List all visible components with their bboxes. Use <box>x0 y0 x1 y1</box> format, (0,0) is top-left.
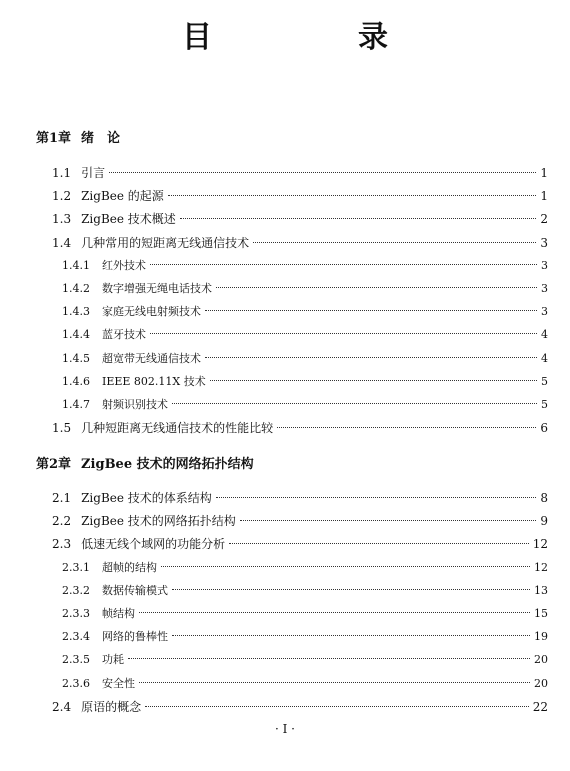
toc-entry[interactable] <box>52 420 548 436</box>
entry-page-number: 3 <box>540 235 548 250</box>
entry-page-number: 15 <box>534 607 548 620</box>
entry-number: 2.3.1 <box>62 560 90 574</box>
dot-leader <box>128 658 530 659</box>
entry-page-number: 5 <box>541 374 548 388</box>
chapter-number: 第1章 <box>36 131 72 146</box>
entry-title: ZigBee 的起源 <box>81 189 164 204</box>
toc-entry[interactable] <box>52 513 548 529</box>
chapter-number: 第2章 <box>36 457 72 472</box>
entry-number: 1.3 <box>52 212 72 227</box>
dot-leader <box>172 589 530 590</box>
entry-number: 1.4.4 <box>62 328 90 342</box>
entry-number: 1.4.3 <box>62 305 90 319</box>
entry-page-number: 6 <box>540 421 548 436</box>
entry-page-number: 2 <box>540 212 548 227</box>
toc-entry[interactable] <box>62 258 548 274</box>
entry-title: 射频识别技术 <box>102 398 168 411</box>
dot-leader <box>109 172 536 173</box>
entry-title: 超帧的结构 <box>102 560 157 574</box>
toc-entry[interactable] <box>62 629 548 645</box>
entry-title: 家庭无线电射频技术 <box>102 305 201 319</box>
entry-number: 2.3.3 <box>62 607 90 620</box>
entry-page-number: 1 <box>540 166 548 180</box>
entry-title: 几种常用的短距离无线通信技术 <box>81 235 250 250</box>
entry-page-number: 19 <box>534 630 548 644</box>
entry-number: 1.4.7 <box>62 398 90 411</box>
entry-title: IEEE 802.11X 技术 <box>102 374 206 388</box>
entry-number: 1.4.5 <box>62 351 90 365</box>
chapter-title: 绪 论 <box>81 131 121 146</box>
chapter-title: ZigBee 技术的网络拓扑结构 <box>81 457 254 472</box>
entry-page-number: 12 <box>534 560 548 574</box>
entry-title: ZigBee 技术的体系结构 <box>81 491 212 505</box>
entry-title: 几种短距离无线通信技术的性能比较 <box>81 421 274 436</box>
entry-title: 红外技术 <box>102 258 146 272</box>
dot-leader <box>172 635 530 636</box>
entry-page-number: 22 <box>532 699 548 714</box>
entry-page-number: 9 <box>540 514 548 529</box>
dot-leader <box>210 380 537 381</box>
entry-number: 1.4.1 <box>62 258 90 272</box>
dot-leader <box>216 287 537 288</box>
page-number: · I · <box>275 722 295 736</box>
entry-title: ZigBee 技术概述 <box>81 212 176 227</box>
toc-entry[interactable] <box>62 560 548 576</box>
chapter-heading <box>36 130 120 148</box>
entry-title: 数字增强无绳电话技术 <box>102 282 212 295</box>
toc-entry[interactable] <box>52 188 548 204</box>
toc-entry[interactable] <box>52 235 548 251</box>
entry-title: ZigBee 技术的网络拓扑结构 <box>81 514 236 529</box>
entry-title: 网络的鲁棒性 <box>102 630 168 644</box>
entry-number: 1.2 <box>52 189 72 204</box>
entry-title: 帧结构 <box>102 607 135 620</box>
toc-entry[interactable] <box>62 304 548 320</box>
dot-leader <box>145 706 529 707</box>
entry-number: 2.3 <box>52 537 72 552</box>
dot-leader <box>205 357 537 358</box>
toc-entry[interactable] <box>62 374 548 390</box>
toc-entry[interactable] <box>62 397 548 413</box>
entry-title: 原语的概念 <box>81 699 142 714</box>
toc-entry[interactable] <box>62 327 548 343</box>
toc-entry[interactable] <box>52 699 548 715</box>
entry-title: 蓝牙技术 <box>102 328 146 342</box>
entry-title: 安全性 <box>102 676 135 690</box>
entry-page-number: 3 <box>541 258 548 272</box>
entry-number: 2.1 <box>52 491 72 505</box>
dot-leader <box>216 497 537 498</box>
entry-number: 2.4 <box>52 699 72 714</box>
entry-number: 1.4 <box>52 235 72 250</box>
toc-entry[interactable] <box>62 606 548 622</box>
dot-leader <box>240 520 537 521</box>
entry-page-number: 5 <box>541 398 548 411</box>
toc-entry[interactable] <box>62 351 548 367</box>
entry-page-number: 20 <box>534 653 548 667</box>
entry-number: 2.3.6 <box>62 676 90 690</box>
dot-leader <box>229 543 529 544</box>
entry-page-number: 3 <box>541 282 548 295</box>
entry-page-number: 8 <box>540 491 548 505</box>
toc-entry[interactable] <box>52 490 548 506</box>
entry-title: 功耗 <box>102 653 124 667</box>
dot-leader <box>253 242 536 243</box>
entry-page-number: 13 <box>534 583 548 597</box>
toc-entry[interactable] <box>52 536 548 552</box>
entry-page-number: 20 <box>534 676 548 690</box>
toc-entry[interactable] <box>62 676 548 692</box>
entry-number: 2.3.5 <box>62 653 90 667</box>
entry-title: 超宽带无线通信技术 <box>102 351 201 365</box>
entry-number: 1.1 <box>52 166 72 180</box>
entry-page-number: 4 <box>541 351 548 365</box>
entry-title: 低速无线个域网的功能分析 <box>81 537 226 552</box>
dot-leader <box>150 264 537 265</box>
entry-page-number: 4 <box>541 328 548 342</box>
dot-leader <box>277 427 536 428</box>
chapter-heading <box>36 456 254 474</box>
entry-number: 1.5 <box>52 421 72 436</box>
dot-leader <box>205 310 537 311</box>
toc-entry[interactable] <box>62 583 548 599</box>
toc-entry[interactable] <box>62 281 548 297</box>
dot-leader <box>168 195 537 196</box>
dot-leader <box>180 218 537 219</box>
entry-number: 2.3.2 <box>62 583 90 597</box>
dot-leader <box>150 333 537 334</box>
toc-entry[interactable] <box>52 165 548 181</box>
dot-leader <box>139 612 530 613</box>
entry-page-number: 3 <box>541 305 548 319</box>
dot-leader <box>139 682 530 683</box>
entry-title: 引言 <box>81 166 106 180</box>
entry-number: 1.4.2 <box>62 282 90 295</box>
dot-leader <box>172 403 537 404</box>
entry-number: 1.4.6 <box>62 374 90 388</box>
toc-entry[interactable] <box>52 211 548 227</box>
dot-leader <box>161 566 530 567</box>
page-title: 目 录 <box>182 20 446 55</box>
entry-number: 2.3.4 <box>62 630 90 644</box>
entry-page-number: 1 <box>540 189 548 204</box>
entry-title: 数据传输模式 <box>102 583 168 597</box>
entry-page-number: 12 <box>532 537 548 552</box>
toc-entry[interactable] <box>62 652 548 668</box>
entry-number: 2.2 <box>52 514 72 529</box>
